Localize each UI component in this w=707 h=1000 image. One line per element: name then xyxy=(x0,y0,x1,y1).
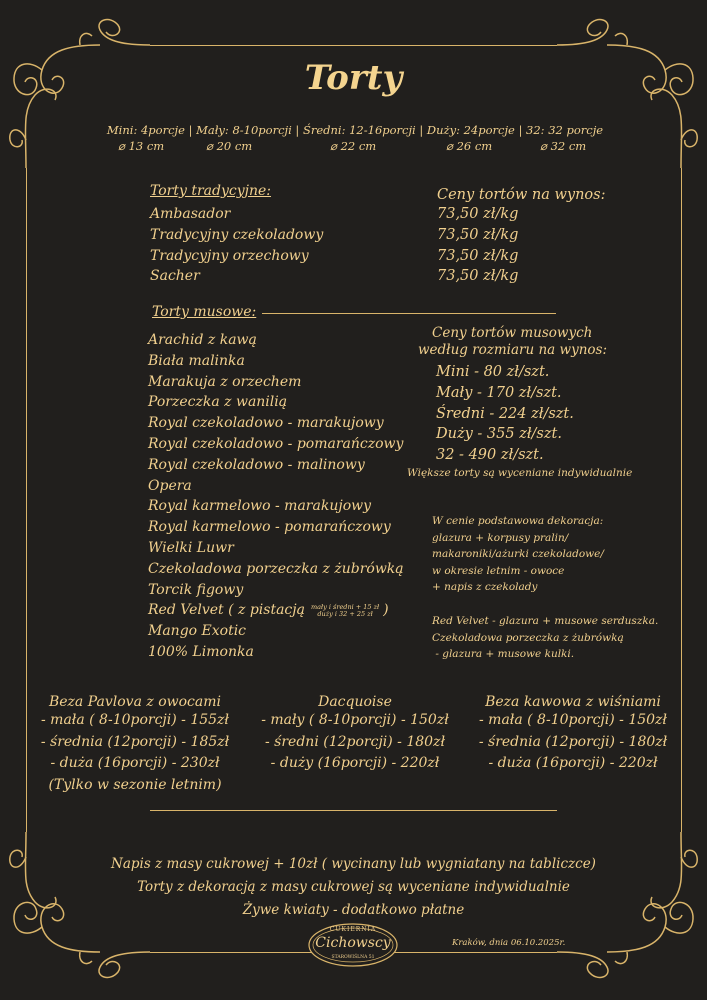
logo-bottom-text: STAROWIŚLNA 51 xyxy=(331,955,375,960)
list-item: Wielki Luwr xyxy=(148,539,234,556)
list-item: Royal czekoladowo - marakujowy xyxy=(148,415,384,432)
list-item: Opera xyxy=(148,477,192,494)
column-line: - mała ( 8-10porcji) - 150zł xyxy=(479,712,667,728)
red-velvet-label: Red Velvet ( z pistacją xyxy=(148,602,305,619)
column-line: - średnia (12porcji) - 180zł xyxy=(478,733,668,750)
special-decoration-note xyxy=(432,613,658,663)
column-line: (Tylko w sezonie letnim) xyxy=(48,776,222,793)
mousse-divider xyxy=(262,313,556,314)
mousse-price-heading-1: Ceny tortów musowych xyxy=(432,325,593,341)
column-line: - średni (12porcji) - 180zł xyxy=(265,733,445,750)
price-item: 73,50 zł/kg xyxy=(437,206,519,222)
red-velvet-extra-large: duży i 32 + 25 zł xyxy=(317,609,373,618)
frame-left-line xyxy=(26,168,27,832)
diameter-medium: ⌀ 22 cm xyxy=(330,139,377,153)
list-item: Ambasador xyxy=(150,206,231,222)
red-velvet-close: ) xyxy=(383,602,389,619)
traditional-list xyxy=(150,204,323,287)
mousse-prices xyxy=(436,362,574,466)
note-line: W cenie podstawowa dekoracja: xyxy=(432,515,604,527)
price-item: 73,50 zł/kg xyxy=(437,268,519,285)
list-item: Arachid z kawą xyxy=(148,332,257,348)
logo-top-text: CUKIERNIA xyxy=(329,926,377,933)
list-item: Torcik figowy xyxy=(148,581,244,598)
bakery-logo xyxy=(307,922,399,968)
column-line: - mała ( 8-10porcji) - 155zł xyxy=(41,712,229,728)
diameter-large: ⌀ 26 cm xyxy=(446,139,493,153)
column-line: - duży (16porcji) - 220zł xyxy=(270,755,440,771)
red-velvet-extra xyxy=(311,604,379,618)
price-item: Duży - 355 zł/szt. xyxy=(436,426,562,443)
list-item: Biała malinka xyxy=(148,352,245,369)
traditional-price-heading: Ceny tortów na wynos: xyxy=(437,187,606,203)
price-item: 32 - 490 zł/szt. xyxy=(436,447,544,464)
red-velvet-item xyxy=(148,600,404,621)
note-line: w okresie letnim - owoce xyxy=(432,564,565,577)
date-note: Kraków, dnia 06.10.2025r. xyxy=(452,938,566,948)
size-legend xyxy=(90,123,620,138)
list-item: Royal karmelowo - marakujowy xyxy=(148,498,372,515)
note-line: - glazura + musowe kulki. xyxy=(432,648,575,660)
mousse-heading: Torty musowe: xyxy=(152,304,257,320)
bigger-cakes-note: Większe torty są wyceniane indywidualnie xyxy=(407,467,633,479)
frame-right-line xyxy=(681,168,682,832)
list-item: Royal czekoladowo - malinowy xyxy=(148,456,365,473)
list-item: Porzeczka z wanilią xyxy=(148,394,288,411)
red-velvet-extra-small: mały i średni + 15 zł xyxy=(310,602,380,611)
column-line: - duża (16porcji) - 220zł xyxy=(488,755,658,771)
mousse-list xyxy=(148,330,404,663)
footer-line: Żywe kwiaty - dodatkowo płatne xyxy=(242,902,465,918)
size-portions: Mini: 4porcje | Mały: 8-10porcji | Średni: 12-16porcji | Duży: 24porcje | 32: 32 porcje xyxy=(106,123,604,137)
list-item: Sacher xyxy=(150,268,200,285)
footer-divider xyxy=(150,810,557,811)
dacquoise-column xyxy=(250,694,460,775)
note-line: Red Velvet - glazura + musowe serduszka. xyxy=(432,615,659,627)
note-line: Czekoladowa porzeczka z żubrówką xyxy=(432,631,624,644)
traditional-prices xyxy=(437,204,518,287)
list-item: Tradycyjny orzechowy xyxy=(150,247,309,264)
list-item: Marakuja z orzechem xyxy=(148,373,302,390)
column-heading: Beza kawowa z wiśniami xyxy=(485,694,661,710)
note-line: makaroniki/ażurki czekoladowe/ xyxy=(432,548,604,560)
price-item: Mini - 80 zł/szt. xyxy=(436,364,550,380)
footer-notes xyxy=(0,853,707,922)
pavlova-column xyxy=(30,694,240,796)
column-heading: Dacquoise xyxy=(318,694,392,710)
mousse-price-heading-2: według rozmiaru na wynos: xyxy=(418,342,608,358)
footer-line: Torty z dekoracją z masy cukrowej są wyceniane indywidualnie xyxy=(137,879,570,895)
price-item: Mały - 170 zł/szt. xyxy=(436,384,562,401)
list-item: Tradycyjny czekoladowy xyxy=(150,226,324,243)
note-line: glazura + korpusy pralin/ xyxy=(432,531,569,544)
logo-name: Cichowscy xyxy=(315,935,391,951)
column-line: - duża (16porcji) - 230zł xyxy=(50,755,220,771)
coffee-meringue-column xyxy=(466,694,680,775)
footer-line: Napis z masy cukrowej + 10zł ( wycinany lub wygniatany na tabliczce) xyxy=(111,856,596,872)
price-item: Średni - 224 zł/szt. xyxy=(436,405,574,422)
column-line: - mały ( 8-10porcji) - 150zł xyxy=(261,712,449,728)
price-item: 73,50 zł/kg xyxy=(437,247,519,264)
diameter-small: ⌀ 20 cm xyxy=(206,139,253,153)
diameter-32: ⌀ 32 cm xyxy=(540,139,587,153)
column-line: - średnia (12porcji) - 185zł xyxy=(40,733,230,750)
list-item: Royal czekoladowo - pomarańczowy xyxy=(148,435,404,452)
list-item: Czekoladowa porzeczka z żubrówką xyxy=(148,560,404,577)
decoration-note xyxy=(432,513,604,596)
frame-top-line xyxy=(150,45,557,46)
column-heading: Beza Pavlova z owocami xyxy=(48,694,221,710)
price-item: 73,50 zł/kg xyxy=(437,226,519,243)
diameter-mini: ⌀ 13 cm xyxy=(118,139,165,153)
page-title: Torty xyxy=(304,58,403,98)
note-line: + napis z czekolady xyxy=(432,581,538,593)
traditional-heading: Torty tradycyjne: xyxy=(150,183,272,199)
list-item: 100% Limonka xyxy=(148,643,254,660)
list-item: Mango Exotic xyxy=(148,623,247,640)
list-item: Royal karmelowo - pomarańczowy xyxy=(148,519,391,536)
